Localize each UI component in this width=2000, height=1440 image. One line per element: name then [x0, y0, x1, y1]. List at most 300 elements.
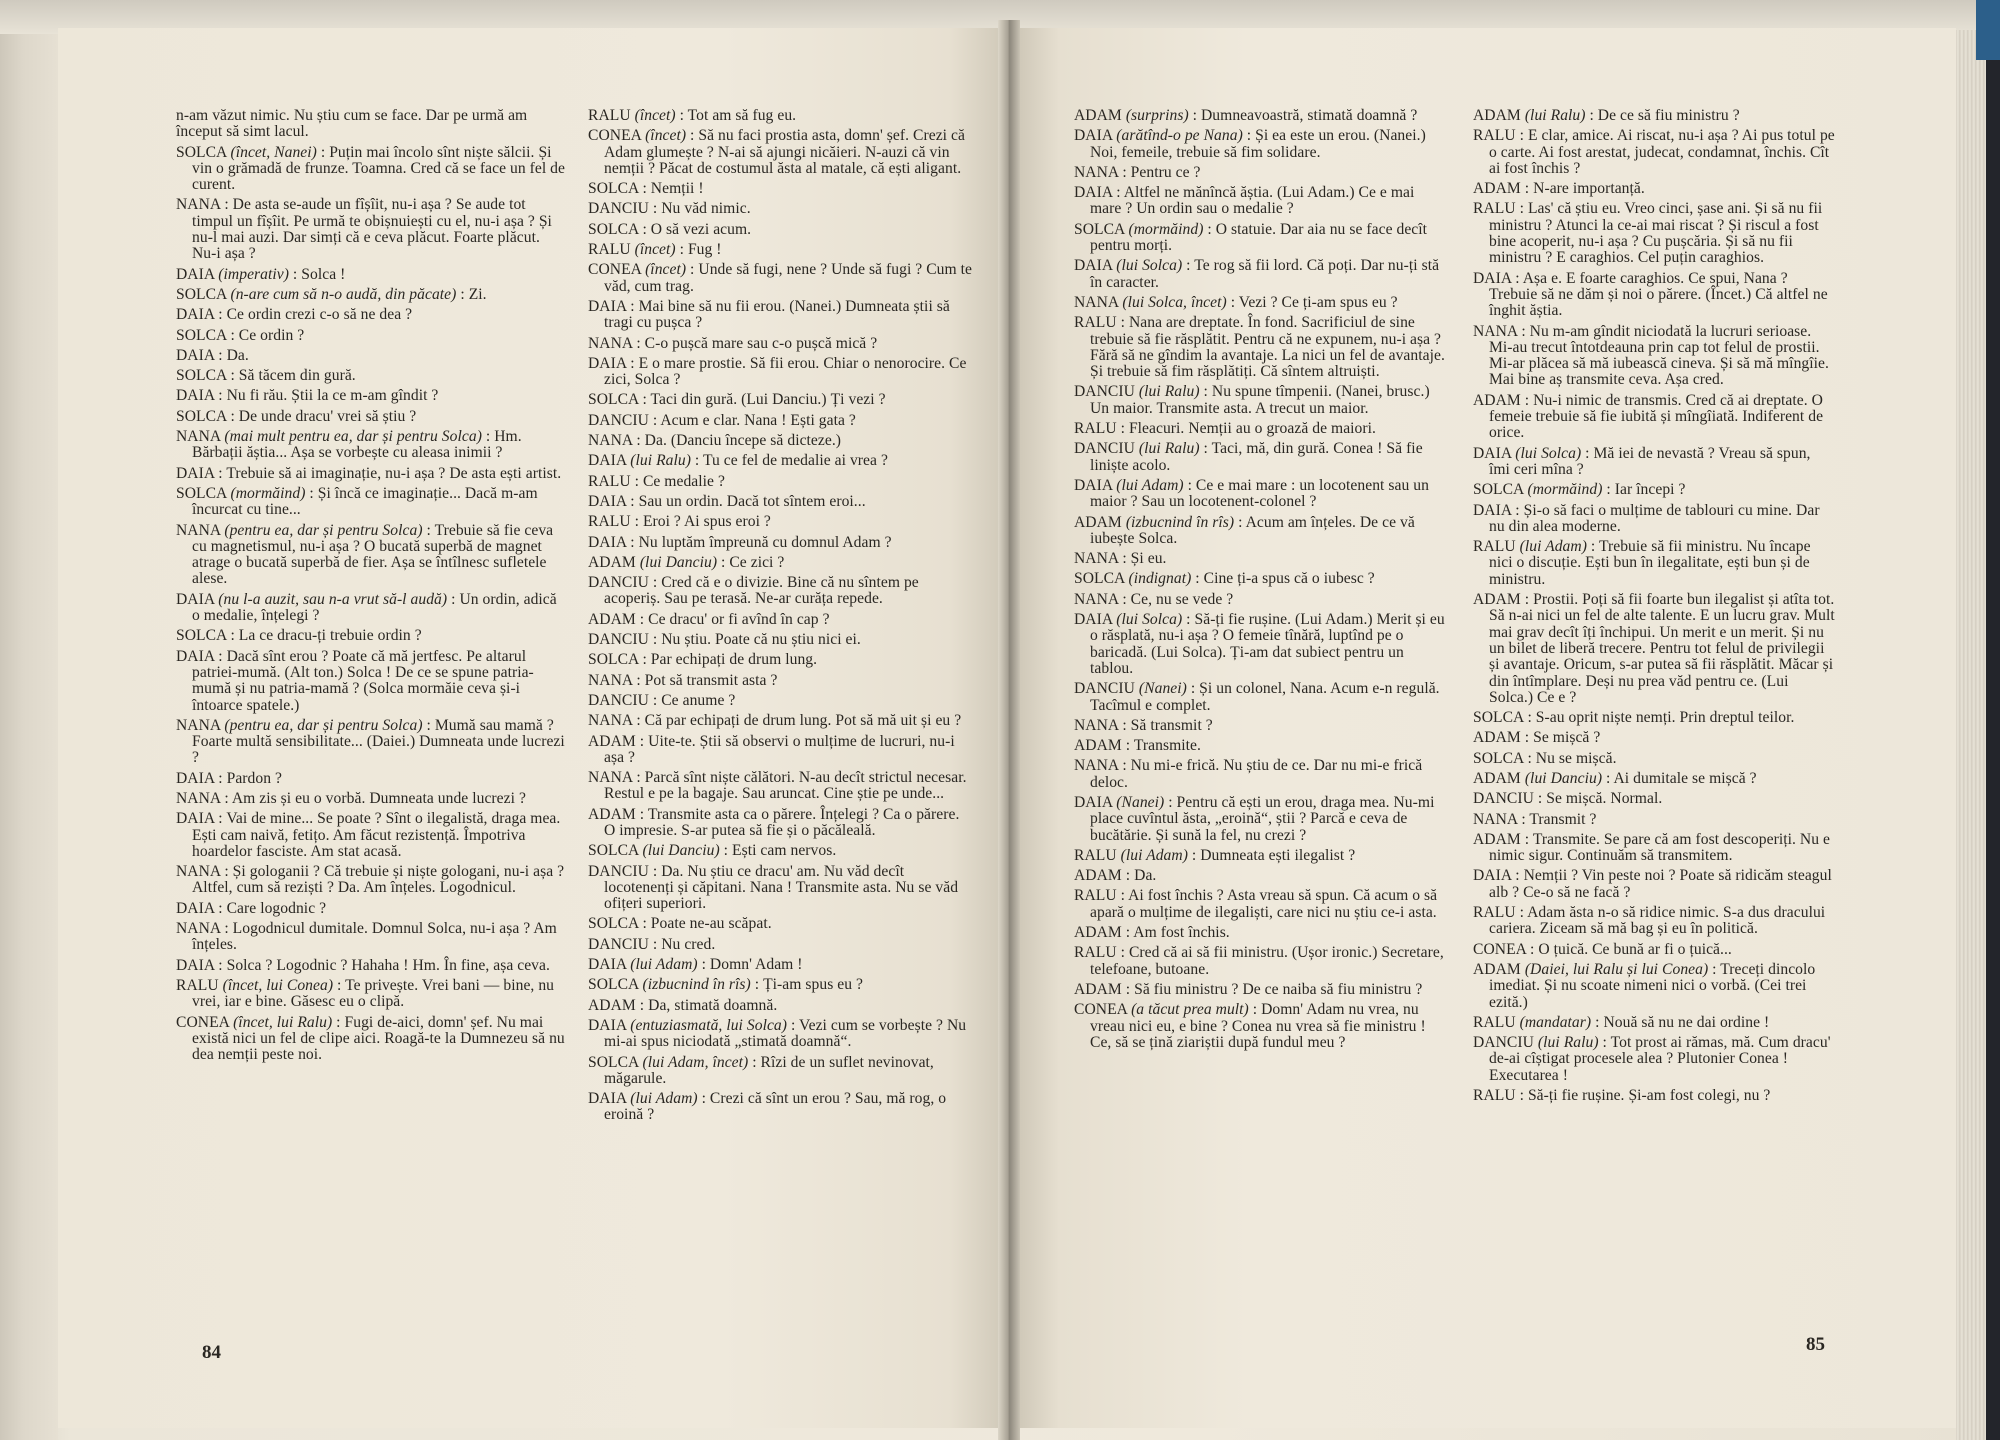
speaker-name: NANA — [1074, 163, 1119, 181]
dialogue-line: CONEA (încet, lui Ralu) : Fugi de-aici, domn' șef. Nu mai există nici un fel de clipe aici. Roagă-te la Dumnezeu să nu dea nemții peste noi. — [176, 1013, 565, 1064]
speaker-name: DANCIU — [588, 691, 649, 709]
speaker-name: RALU — [1473, 127, 1516, 145]
line-text: Ce medalie ? — [642, 472, 725, 490]
dialogue-line: SOLCA : Nemții ! — [588, 180, 704, 198]
speaker-name: DAIA — [176, 265, 215, 283]
line-text: Crezi că sînt un erou ? Sau, mă rog, o eroină ? — [604, 1090, 947, 1124]
dialogue-line: DANCIU : Da. Nu știu ce dracu' am. Nu văd decît locotenenți și căpitani. Nana ! Transmite asta. Nu se văd ofițeri superiori. — [588, 862, 959, 913]
dialogue-line: DAIA : Așa e. E foarte caraghios. Ce spui, Nana ? Trebuie să ne dăm și noi o părere. (Încet.) Că altfel ne înghit ăștia. — [1473, 269, 1828, 320]
line-text: De unde dracu' vrei să știu ? — [238, 407, 417, 425]
line-text: Nu-i nimic de transmis. Cred că ai dreptate. O femeie trebuie să fie iubită și mîngîiată. Indiferent de orice. — [1489, 391, 1824, 442]
line-text: Adam ăsta n-o să ridice nimic. S-a dus dracului cariera. Ziceam să mă bag și eu în politică. — [1489, 904, 1826, 938]
dialogue-line: NANA : Că par echipați de drum lung. Pot să mă uit și eu ? — [588, 712, 962, 730]
stage-direction: (lui Ralu) — [1537, 1034, 1599, 1052]
stage-direction: (încet) — [634, 241, 676, 259]
line-text: Tu ce fel de medalie ai vrea ? — [702, 452, 888, 470]
dialogue-line: NANA : Transmit ? — [1473, 810, 1597, 828]
line-text: Puțin mai încolo sînt niște sălcii. Și vin o grămadă de frunze. Toamna. Cred că se face un fel de curent. — [192, 143, 565, 194]
line-text: De ce să fiu ministru ? — [1597, 107, 1740, 124]
line-text: Nana are dreptate. În fond. Sacrificiul de sine trebuie să fie răsplătit. Pentru că ne expunem, nu-i așa ? Fără să ne gîndim la avantaje. La nici un fel de avantaje. Și trebuie să fim răsplătiți. Că sîntem altruiști. — [1090, 314, 1445, 381]
line-text: Transmite. — [1133, 737, 1201, 755]
speaker-name: RALU — [176, 976, 219, 994]
speaker-name: NANA — [1074, 757, 1119, 775]
speaker-name: ADAM — [1074, 107, 1122, 124]
dialogue-line: SOLCA : Nu se mișcă. — [1473, 749, 1617, 767]
speaker-name: ADAM — [588, 996, 636, 1014]
line-text: Pot să transmit asta ? — [644, 671, 778, 689]
line-text: Prostii. Poți să fii foarte bun ilegalist și atîta tot. Să n-ai nici un fel de alte talente. E un lucru grav. Mult mai grav decît îți închipui. Un merit e un merit. Și nu un bilet de liberă trecere. Pentru tot felul de privilegii și avantaje. Oricum, s-ar putea să fii răsplătit. Măcar și din întîmplare. Deși nu prea văd pentru ce. (Lui Solca.) Ce e ? — [1489, 591, 1835, 706]
dialogue-line: RALU (lui Adam) : Trebuie să fii ministru. Nu încape nici o discuție. Ești bun în ilegalitate, ești bun și de ministru. — [1473, 538, 1811, 588]
line-text: Logodnicul dumitale. Domnul Solca, nu-i așa ? Am înțeles. — [192, 920, 557, 954]
line-text: Nu se mișcă. — [1535, 749, 1617, 767]
line-text: Să tăcem din gură. — [238, 367, 356, 385]
dialogue-line: NANA : Pot să transmit asta ? — [588, 671, 778, 689]
line-text: Nu văd nimic. — [661, 200, 751, 218]
dialogue-line: ADAM (surprins) : Dumneavoastră, stimată doamnă ? — [1074, 107, 1418, 124]
speaker-name: DAIA — [1473, 501, 1512, 519]
line-text: Mă iei de nevastă ? Vreau să spun, îmi ceri mîna ? — [1489, 444, 1811, 478]
background-edge — [1986, 0, 2000, 1440]
dialogue-line: DANCIU : Ce anume ? — [588, 691, 736, 709]
speaker-name: SOLCA — [1074, 570, 1125, 588]
speaker-name: DANCIU — [588, 200, 649, 218]
line-text: La ce dracu-ți trebuie ordin ? — [238, 627, 422, 645]
dialogue-line: NANA : Și eu. — [1074, 550, 1167, 568]
dialogue-line: SOLCA (mormăind) : O statuie. Dar aia nu se face decît pentru morți. — [1074, 220, 1428, 255]
dialogue-line: DANCIU : Nu văd nimic. — [588, 200, 751, 218]
dialogue-line: SOLCA (încet, Nanei) : Puțin mai încolo sînt niște sălcii. Și vin o grămadă de frunze. Toamna. Cred că se face un fel de curent. — [176, 143, 565, 194]
dialogue-line: NANA : C-o pușcă mare sau c-o pușcă mică ? — [588, 334, 878, 352]
text-column-4 — [1473, 108, 1835, 1108]
dialogue-line: DAIA (lui Solca) : Să-ți fie rușine. (Lui Adam.) Merit și eu o răsplată, nu-i așa ? O femeie tînără, luptînd pe o baricadă. (Lui Solca). Ți-am dat subiect pentru un tablou. — [1074, 611, 1445, 677]
dialogue-line: DAIA (entuziasmată, lui Solca) : Vezi cum se vorbește ? Nu mi-ai spus niciodată „stimată doamnă“. — [588, 1016, 967, 1051]
speaker-name: SOLCA — [176, 285, 227, 303]
dialogue-line: DAIA : Solca ? Logodnic ? Hahaha ! Hm. În fine, așa ceva. — [176, 956, 550, 974]
line-text: Nemții ! — [650, 180, 704, 198]
stage-direction: (pentru ea, dar și pentru Solca) — [224, 716, 423, 734]
speaker-name: DAIA — [588, 492, 627, 510]
line-text: Nu luptăm împreună cu domnul Adam ? — [638, 533, 892, 551]
dialogue-line: RALU (lui Adam) : Dumneata ești ilegalist ? — [1074, 846, 1356, 864]
dialogue-line: DAIA : E o mare prostie. Să fii erou. Chiar o nenorocire. Ce zici, Solca ? — [588, 354, 967, 389]
line-text: Zi. — [468, 285, 487, 303]
line-text: Dumneata ești ilegalist ? — [1200, 846, 1356, 864]
dialogue-line: DAIA : Care logodnic ? — [176, 899, 327, 917]
line-text: Da. — [226, 346, 249, 364]
line-text: Un ordin, adică o medalie, înțelegi ? — [192, 590, 557, 625]
stage-direction: (mai mult pentru ea, dar și pentru Solca) — [224, 428, 482, 446]
speaker-name: RALU — [588, 107, 631, 124]
dialogue-line: ADAM : Transmite. Se pare că am fost descoperiți. Nu e nimic sigur. Continuăm să transmitem. — [1473, 830, 1830, 865]
line-text: C-o pușcă mare sau c-o pușcă mică ? — [644, 334, 878, 352]
stage-direction: (lui Adam, încet) — [642, 1053, 749, 1071]
page-number-left: 84 — [202, 1342, 221, 1363]
dialogue-line: DANCIU : Se mișcă. Normal. — [1473, 790, 1663, 808]
speaker-name: DAIA — [1473, 867, 1512, 885]
stage-direction: (încet, lui Conea) — [222, 976, 334, 994]
stage-direction: (mandatar) — [1519, 1013, 1592, 1031]
line-text: Ești cam nervos. — [732, 842, 837, 860]
line-text: Cred că ai să fii ministru. (Ușor ironic.) Secretare, telefoane, butoane. — [1090, 944, 1444, 978]
dialogue-line: NANA (pentru ea, dar și pentru Solca) : Mumă sau mamă ? Foarte multă sensibilitate... (Daiei.) Dumneata unde lucrezi ? — [176, 716, 565, 767]
line-text: Pentru că ești un erou, draga mea. Nu-mi place cuvîntul ăsta, „eroină“, știi ? Parcă e ceva de bucătărie. Și sună la fel, nu crezi ? — [1090, 793, 1435, 844]
dialogue-line: NANA : Și gologanii ? Că trebuie și niște gologani, nu-i așa ? Altfel, cum să reziști ? Da. Am înțeles. Logodnicul. — [176, 863, 565, 897]
speaker-name: SOLCA — [1473, 749, 1524, 767]
line-text: Am zis și eu o vorbă. Dumneata unde lucrezi ? — [231, 789, 526, 807]
speaker-name: ADAM — [1074, 924, 1122, 942]
speaker-name: NANA — [588, 334, 633, 352]
line-text: Solca ! — [301, 265, 346, 283]
dialogue-line: DAIA : Vai de mine... Se poate ? Sînt o ilegalistă, draga mea. Ești cam naivă, fetițo. Am făcut rezistență. Împotriva hoardelor fasciste. Am stat acasă. — [176, 810, 561, 860]
speaker-name: DAIA — [1473, 444, 1512, 462]
dialogue-line: ADAM : Ce dracu' or fi avînd în cap ? — [588, 610, 830, 628]
line-text: Și ea este un erou. (Nanei.) Noi, femeile, trebuie să fim solidare. — [1090, 127, 1426, 161]
speaker-name: SOLCA — [176, 407, 227, 425]
dialogue-line: RALU (încet) : Tot am să fug eu. — [588, 107, 797, 124]
line-text: n-am văzut nimic. Nu știu cum se face. Dar pe urmă am început să simt lacul. — [176, 107, 528, 141]
speaker-name: DANCIU — [1473, 790, 1534, 808]
speaker-name: ADAM — [1473, 591, 1521, 609]
line-text: Se mișcă ? — [1533, 729, 1601, 747]
speaker-name: ADAM — [1473, 180, 1521, 198]
line-text: Ți-am spus eu ? — [763, 976, 863, 994]
line-text: Eroi ? Ai spus eroi ? — [642, 513, 771, 531]
line-text: Dacă sînt erou ? Poate că mă jertfesc. Pe altarul patriei-mumă. (Alt ton.) Solca ! De ce se spune patria-mumă și nu patria-mamă ? (Solca mormăie ceva și-i întoarce spatele.) — [192, 647, 534, 714]
speaker-name: NANA — [1074, 590, 1119, 608]
speaker-name: NANA — [1473, 322, 1518, 340]
line-text: Da, stimată doamnă. — [648, 996, 778, 1014]
speaker-name: ADAM — [1074, 513, 1122, 531]
dialogue-line: DAIA : Da. — [176, 346, 249, 364]
dialogue-line: ADAM (izbucnind în rîs) : Acum am înțeles. De ce vă iubește Solca. — [1074, 513, 1415, 547]
speaker-name: SOLCA — [588, 220, 639, 238]
line-text: Da. Nu știu ce dracu' am. Nu văd decît locotenenți și căpitani. Nana ! Transmite asta. Nu se văd ofițeri superiori. — [604, 862, 959, 913]
speaker-name: ADAM — [1074, 867, 1122, 885]
line-text: Taci din gură. (Lui Danciu.) Ți vezi ? — [650, 391, 886, 409]
dialogue-line: SOLCA (mormăind) : Și încă ce imaginație... Dacă m-am încurcat cu tine... — [176, 484, 538, 519]
line-text: Transmite asta ca o părere. Înțelegi ? Ca o părere. O impresie. S-ar putea să fie și o păcăleală. — [604, 805, 960, 839]
dialogue-line: SOLCA : Să tăcem din gură. — [176, 367, 356, 385]
dialogue-line: DAIA (lui Adam) : Crezi că sînt un erou ? Sau, mă rog, o eroină ? — [588, 1090, 947, 1124]
dialogue-line: DANCIU (Nanei) : Și un colonel, Nana. Acum e-n regulă. Tacîmul e complet. — [1074, 680, 1440, 714]
speaker-name: CONEA — [588, 127, 642, 145]
dialogue-line: NANA : Nu mi-e frică. Nu știu de ce. Dar nu mi-e frică deloc. — [1074, 757, 1423, 791]
line-text: E clar, amice. Ai riscat, nu-i așa ? Ai pus totul pe o carte. Ai fost arestat, judecat, condamnat, închis. Cît ai fost închis ? — [1489, 127, 1835, 177]
speaker-name: SOLCA — [176, 627, 227, 645]
dialogue-line: SOLCA : De unde dracu' vrei să știu ? — [176, 407, 417, 425]
line-text: Pardon ? — [226, 769, 283, 787]
line-text: Să-ți fie rușine. (Lui Adam.) Merit și eu o răsplată, nu-i așa ? O femeie tînără, luptînd pe o baricadă. (Lui Solca). Ți-am dat subiect pentru un tablou. — [1090, 611, 1445, 677]
dialogue-line: NANA : Logodnicul dumitale. Domnul Solca, nu-i așa ? Am înțeles. — [176, 920, 557, 954]
stage-direction: (pentru ea, dar și pentru Solca) — [224, 521, 423, 539]
dialogue-line: NANA (lui Solca, încet) : Vezi ? Ce ți-am spus eu ? — [1074, 293, 1398, 311]
speaker-name: CONEA — [1473, 940, 1527, 958]
dialogue-line: NANA : Pentru ce ? — [1074, 163, 1201, 181]
stage-direction: (mormăind) — [1527, 481, 1603, 499]
line-text: Fug ! — [687, 241, 722, 259]
speaker-name: SOLCA — [176, 484, 227, 502]
line-text: Ai dumitale se mișcă ? — [1613, 769, 1757, 787]
line-text: Da. — [1134, 867, 1157, 885]
speaker-name: DAIA — [176, 306, 215, 324]
line-text: Treceți dincolo imediat. Și nu scoate nimeni nici o vorbă. (Cei trei ezită.) — [1489, 960, 1816, 1011]
dialogue-line: ADAM : Să fiu ministru ? De ce naiba să fiu ministru ? — [1074, 980, 1423, 998]
dialogue-line: SOLCA (izbucnind în rîs) : Ți-am spus eu ? — [588, 976, 863, 994]
dialogue-line: DAIA : Nu luptăm împreună cu domnul Adam ? — [588, 533, 892, 551]
line-text: Nemții ? Vin peste noi ? Poate să ridicăm steagul alb ? Ce-o să ne facă ? — [1489, 867, 1832, 901]
stage-direction: (încet) — [634, 107, 676, 124]
speaker-name: DAIA — [1074, 476, 1113, 494]
stage-direction: (lui Solca) — [1116, 257, 1183, 275]
speaker-name: NANA — [176, 863, 221, 881]
line-text: N-are importanță. — [1533, 180, 1645, 198]
stage-direction: (izbucnind în rîs) — [1125, 513, 1235, 531]
line-text: Și-o să faci o mulțime de tablouri cu mine. Dar nu din alea moderne. — [1489, 501, 1820, 535]
line-text: Ce ordin ? — [238, 326, 305, 344]
speaker-name: DAIA — [176, 590, 215, 608]
line-text: Trebuie să ai imaginație, nu-i așa ? De asta ești artist. — [226, 464, 562, 482]
stage-direction: (încet, Nanei) — [230, 143, 317, 161]
dialogue-line: DAIA (nu l-a auzit, sau n-a vrut să-l audă) : Un ordin, adică o medalie, înțelegi ? — [176, 590, 557, 625]
dialogue-line: SOLCA : Par echipați de drum lung. — [588, 651, 818, 669]
line-text: Mumă sau mamă ? Foarte multă sensibilitate... (Daiei.) Dumneata unde lucrezi ? — [192, 716, 565, 767]
speaker-name: DANCIU — [1074, 680, 1135, 698]
speaker-name: NANA — [1473, 810, 1518, 828]
dialogue-line: ADAM : N-are importanță. — [1473, 180, 1645, 198]
speaker-name: NANA — [1074, 716, 1119, 734]
line-text: Acum am înțeles. De ce vă iubește Solca. — [1090, 513, 1415, 547]
speaker-name: NANA — [588, 671, 633, 689]
speaker-name: CONEA — [1074, 1001, 1128, 1019]
dialogue-line: NANA (mai mult pentru ea, dar și pentru Solca) : Hm. Bărbații ăștia... Așa se vorbește cu aleasa inimii ? — [176, 428, 522, 462]
line-text: De asta se-aude un fîșîit, nu-i așa ? Se aude tot timpul un fîșîit. Pe urmă te obișnuiești cu el, nu-i așa ? Și nu-l mai auzi. Dar simți că e ceva plăcut. Foarte plăcut. Nu-i așa ? — [192, 196, 552, 263]
speaker-name: ADAM — [1473, 107, 1521, 124]
speaker-name: DAIA — [176, 810, 215, 828]
dialogue-line: RALU : Nana are dreptate. În fond. Sacrificiul de sine trebuie să fie răsplătit. Pentru că ne expunem, nu-i așa ? Fără să ne gîndim la avantaje. La nici un fel de avantaje. Și trebuie să fim răsplătiți. Că sîntem altruiști. — [1074, 314, 1445, 381]
line-text: Trebuie să fii ministru. Nu încape nici o discuție. Ești bun în ilegalitate, ești bun și de ministru. — [1489, 538, 1811, 588]
speaker-name: RALU — [1074, 846, 1117, 864]
speaker-name: DANCIU — [1473, 1034, 1534, 1052]
speaker-name: NANA — [588, 432, 633, 450]
dialogue-line: DANCIU : Acum e clar. Nana ! Ești gata ? — [588, 411, 856, 429]
line-text: Nu spune tîmpenii. (Nanei, brusc.) Un maior. Transmite asta. A trecut un maior. — [1090, 383, 1430, 417]
stage-direction: (surprins) — [1125, 107, 1189, 124]
dialogue-line: RALU : Las' că știu eu. Vreo cinci, șase ani. Și să nu fii ministru ? Atunci la ce-ai mai riscat ? Și riscul a fost bine acoperit, nu-i așa ? Cu pușcăria. Și să nu fii ministru ? E caraghios. Cel puțin caraghios. — [1473, 200, 1823, 267]
line-text: Solca ? Logodnic ? Hahaha ! Hm. În fine, așa ceva. — [226, 956, 550, 974]
line-text: Sau un ordin. Dacă tot sîntem eroi... — [638, 492, 866, 510]
dialogue-line: DAIA : Nu fi rău. Știi la ce m-am gîndit ? — [176, 387, 439, 405]
dialogue-line: DAIA : Nemții ? Vin peste noi ? Poate să ridicăm steagul alb ? Ce-o să ne facă ? — [1473, 867, 1832, 901]
line-text: Ce ordin crezi c-o să ne dea ? — [226, 306, 413, 324]
dialogue-line: ADAM (lui Danciu) : Ce zici ? — [588, 553, 785, 571]
line-text: Ce e mai mare : un locotenent sau un maior ? Sau un locotenent-colonel ? — [1090, 476, 1429, 511]
dialogue-line: ADAM : Da, stimată doamnă. — [588, 996, 778, 1014]
stage-direction: (lui Adam) — [1519, 538, 1587, 556]
line-text: O țuică. Ce bună ar fi o țuică... — [1538, 940, 1732, 958]
speaker-name: NANA — [176, 196, 221, 214]
line-text: Și un colonel, Nana. Acum e-n regulă. Tacîmul e complet. — [1090, 680, 1440, 714]
line-text: Domn' Adam nu vrea, nu vreau nici eu, e bine ? Conea nu vrea să fie ministru ! Ce, să se țină ziariștii după fundul meu ? — [1090, 1001, 1426, 1051]
speaker-name: SOLCA — [1473, 709, 1524, 727]
line-text: O să vezi acum. — [650, 220, 752, 238]
speaker-name: DAIA — [176, 387, 215, 405]
speaker-name: SOLCA — [176, 367, 227, 385]
stage-direction: (indignat) — [1128, 570, 1192, 588]
line-text: Cred că e o divizie. Bine că nu sîntem pe acoperiș. Sau pe terasă. Ne-ar curăța repede. — [604, 574, 919, 608]
speaker-name: NANA — [588, 769, 633, 787]
line-text: Ce dracu' or fi avînd în cap ? — [648, 610, 830, 628]
line-text: Să-ți fie rușine. Și-am fost colegi, nu ? — [1527, 1087, 1771, 1105]
speaker-name: DANCIU — [588, 411, 649, 429]
text-column-2 — [588, 108, 973, 1128]
dialogue-line: RALU (încet) : Fug ! — [588, 241, 722, 259]
dialogue-line: RALU : Eroi ? Ai spus eroi ? — [588, 513, 771, 531]
stage-direction: (lui Ralu) — [1138, 440, 1200, 458]
line-text: Ce anume ? — [661, 691, 736, 709]
speaker-name: DAIA — [1074, 127, 1113, 145]
stage-direction: (n-are cum să n-o audă, din păcate) — [230, 285, 457, 303]
speaker-name: DAIA — [588, 956, 627, 974]
dialogue-line: SOLCA : La ce dracu-ți trebuie ordin ? — [176, 627, 422, 645]
stage-direction: (mormăind) — [1128, 220, 1204, 238]
line-text: Transmit ? — [1529, 810, 1597, 828]
line-text: Poate ne-au scăpat. — [650, 915, 772, 933]
line-text: Parcă sînt niște călători. N-au decît strictul necesar. Restul e pe la bagaje. Sau aruncat. Cine știe pe unde... — [604, 769, 967, 803]
dialogue-line: DAIA : Mai bine să nu fii erou. (Nanei.) Dumneata știi să tragi cu pușca ? — [588, 297, 950, 332]
dialogue-line: ADAM (lui Ralu) : De ce să fiu ministru ? — [1473, 107, 1740, 124]
dialogue-line: ADAM : Prostii. Poți să fii foarte bun ilegalist și atîta tot. Să n-ai nici un fel de alte talente. E un lucru grav. Mult mai grav decît îți închipui. Un merit e un merit. Și nu un bilet de liberă trecere. Pentru tot felul de privilegii și avantaje. Oricum, s-ar putea să fii răsplătit. Măcar și din întîmplare. Deși nu prea văd pentru ce. (Lui Solca.) Ce e ? — [1473, 591, 1835, 706]
dialogue-line: NANA (pentru ea, dar și pentru Solca) : Trebuie să fie ceva cu magnetismul, nu-i așa ? O bucată superbă de magnet atrage o bucată superbă de fier. Așa se întîlnesc sufletele alese. — [176, 521, 554, 588]
line-text: Dumneavoastră, stimată doamnă ? — [1200, 107, 1418, 124]
speaker-name: RALU — [588, 472, 631, 490]
line-text: Iar începi ? — [1614, 481, 1686, 499]
dialogue-line: ADAM (Daiei, lui Ralu și lui Conea) : Treceți dincolo imediat. Și nu scoate nimeni nici o vorbă. (Cei trei ezită.) — [1473, 960, 1816, 1011]
line-text: Nu cred. — [661, 935, 716, 953]
stage-direction: (lui Adam) — [1120, 846, 1188, 864]
dialogue-line: RALU : Adam ăsta n-o să ridice nimic. S-a dus dracului cariera. Ziceam să mă bag și eu în politică. — [1473, 904, 1826, 938]
dialogue-line: DAIA : Trebuie să ai imaginație, nu-i așa ? De asta ești artist. — [176, 464, 562, 482]
line-text: Am fost închis. — [1133, 924, 1230, 942]
line-text: Și încă ce imaginație... Dacă m-am încurcat cu tine... — [192, 484, 538, 519]
speaker-name: DAIA — [588, 1090, 627, 1108]
dialogue-line: DAIA : Și-o să faci o mulțime de tablouri cu mine. Dar nu din alea moderne. — [1473, 501, 1820, 535]
dialogue-line: CONEA (încet) : Unde să fugi, nene ? Unde să fugi ? Cum te văd, cum trag. — [588, 261, 973, 295]
dialogue-line: ADAM : Uite-te. Știi să observi o mulțime de lucruri, nu-i așa ? — [588, 732, 955, 766]
dialogue-line: DAIA : Ce ordin crezi c-o să ne dea ? — [176, 306, 413, 324]
speaker-name: RALU — [1074, 314, 1117, 332]
dialogue-line: SOLCA (lui Adam, încet) : Rîzi de un suflet nevinovat, măgarule. — [588, 1053, 934, 1087]
speaker-name: DAIA — [588, 297, 627, 315]
line-text: Te privește. Vrei bani — bine, nu vrei, iar e bine. Găsesc eu o clipă. — [192, 976, 555, 1011]
stage-direction: (lui Ralu) — [1138, 383, 1200, 401]
line-text: Par echipați de drum lung. — [650, 651, 818, 669]
dialogue-line: DAIA : Sau un ordin. Dacă tot sîntem eroi... — [588, 492, 866, 510]
dialogue-line: ADAM (lui Danciu) : Ai dumitale se mișcă ? — [1473, 769, 1757, 787]
line-text: Tot prost ai rămas, mă. Cum dracu' de-ai cîștigat procesele alea ? Plutonier Conea ! Executarea ! — [1489, 1034, 1831, 1084]
line-text: Domn' Adam ! — [709, 956, 803, 974]
dialogue-line: ADAM : Se mișcă ? — [1473, 729, 1601, 747]
line-text: Da. (Danciu începe să dicteze.) — [644, 432, 842, 450]
speaker-name: SOLCA — [588, 391, 639, 409]
speaker-name: ADAM — [588, 732, 636, 750]
line-text: Nu m-am gîndit niciodată la lucruri serioase. Mi-au trecut întotdeauna prin cap tot felul de prostii. Mi-ar plăcea să mă iubească cineva. Și să mă mîngîie. Mai bine aș transmite ceva. Așa cred. — [1489, 322, 1829, 389]
line-text: Să nu faci prostia asta, domn' șef. Crezi că Adam glumește ? N-ai să ajungi nicăieri. N-auzi că vin nemții ? Păcat de costumul ăsta al matale, că ești aligant. — [604, 127, 965, 177]
speaker-name: SOLCA — [176, 143, 227, 161]
line-text: Hm. Bărbații ăștia... Așa se vorbește cu aleasa inimii ? — [192, 428, 522, 462]
stage-direction: (arătînd-o pe Nana) — [1116, 127, 1243, 145]
dialogue-line: SOLCA (n-are cum să n-o audă, din păcate) : Zi. — [176, 285, 487, 303]
dialogue-line: RALU : E clar, amice. Ai riscat, nu-i așa ? Ai pus totul pe o carte. Ai fost arestat, judecat, condamnat, închis. Cît ai fost închis ? — [1473, 127, 1835, 177]
stage-direction: (lui Adam) — [630, 956, 698, 974]
speaker-name: SOLCA — [588, 1053, 639, 1071]
page-number-right: 85 — [1806, 1334, 1825, 1355]
line-text: Nu știu. Poate că nu știu nici ei. — [661, 631, 861, 649]
stage-direction: (încet) — [645, 261, 687, 279]
dialogue-line: SOLCA (lui Danciu) : Ești cam nervos. — [588, 842, 837, 860]
line-text: Taci, mă, din gură. Conea ! Să fie liniște acolo. — [1090, 440, 1423, 474]
dialogue-line: NANA : De asta se-aude un fîșîit, nu-i așa ? Se aude tot timpul un fîșîit. Pe urmă te obișnuiești cu el, nu-i așa ? Și nu-l mai auzi. Dar simți că e ceva plăcut. Foarte plăcut. Nu-i așa ? — [176, 196, 552, 263]
line-text: Acum e clar. Nana ! Ești gata ? — [660, 411, 856, 429]
line-text: Te rog să fii lord. Că poți. Dar nu-ți stă în caracter. — [1090, 257, 1440, 291]
dialogue-line: DANCIU : Nu cred. — [588, 935, 716, 953]
line-text: Ce, nu se vede ? — [1130, 590, 1234, 608]
stage-direction: (încet) — [645, 127, 687, 145]
speaker-name: ADAM — [588, 553, 636, 571]
speaker-name: DAIA — [176, 769, 215, 787]
speaker-name: DANCIU — [1074, 383, 1135, 401]
dialogue-line: DAIA (arătînd-o pe Nana) : Și ea este un erou. (Nanei.) Noi, femeile, trebuie să fim solidare. — [1074, 127, 1426, 161]
speaker-name: ADAM — [1473, 729, 1521, 747]
speaker-name: DAIA — [588, 1016, 627, 1034]
stage-direction: (imperativ) — [218, 265, 289, 283]
line-text: S-au oprit niște nemți. Prin dreptul teilor. — [1535, 709, 1795, 727]
line-text: Nu fi rău. Știi la ce m-am gîndit ? — [226, 387, 439, 405]
dialogue-line: ADAM : Da. — [1074, 867, 1157, 885]
stage-direction: (lui Solca, încet) — [1122, 293, 1227, 311]
speaker-name: ADAM — [588, 610, 636, 628]
line-text: Vezi cum se vorbește ? Nu mi-ai spus niciodată „stimată doamnă“. — [604, 1016, 967, 1051]
line-text: Vai de mine... Se poate ? Sînt o ilegalistă, draga mea. Ești cam naivă, fetițo. Am făcut rezistență. Împotriva hoardelor fasciste. Am stat acasă. — [192, 810, 561, 860]
speaker-name: SOLCA — [588, 842, 639, 860]
dialogue-line: ADAM : Nu-i nimic de transmis. Cred că ai dreptate. O femeie trebuie să fie iubită și mîngîiată. Indiferent de orice. — [1473, 391, 1824, 442]
stage-direction: (lui Adam) — [630, 1090, 698, 1108]
speaker-name: ADAM — [588, 805, 636, 823]
speaker-name: DAIA — [176, 956, 215, 974]
line-text: Fugi de-aici, domn' șef. Nu mai există nici un fel de clipe aici. Roagă-te la Dumnezeu să nu dea nemții peste noi. — [192, 1013, 565, 1064]
speaker-name: SOLCA — [588, 976, 639, 994]
dialogue-line: DAIA (lui Solca) : Te rog să fii lord. Că poți. Dar nu-ți stă în caracter. — [1074, 257, 1440, 291]
dialogue-line: DANCIU (lui Ralu) : Taci, mă, din gură. Conea ! Să fie liniște acolo. — [1074, 440, 1423, 474]
book-gutter — [998, 20, 1020, 1440]
speaker-name: DANCIU — [588, 631, 649, 649]
dialogue-line: DAIA (lui Adam) : Domn' Adam ! — [588, 956, 803, 974]
line-text: O statuie. Dar aia nu se face decît pentru morți. — [1090, 220, 1428, 255]
line-text: Mai bine să nu fii erou. (Nanei.) Dumneata știi să tragi cu pușca ? — [604, 297, 950, 332]
speaker-name: ADAM — [1473, 830, 1521, 848]
dialogue-line: RALU : Fleacuri. Nemții au o groază de maiori. — [1074, 420, 1376, 438]
speaker-name: RALU — [1473, 904, 1516, 922]
page-stack-edge — [1956, 30, 1986, 1440]
line-text: Tot am să fug eu. — [687, 107, 797, 124]
text-column-1 — [176, 108, 568, 1067]
line-text: Transmite. Se pare că am fost descoperiți. Nu e nimic sigur. Continuăm să transmitem. — [1489, 830, 1830, 865]
stage-direction: (lui Ralu) — [1524, 107, 1586, 124]
dialogue-line: CONEA (a tăcut prea mult) : Domn' Adam nu vrea, nu vreau nici eu, e bine ? Conea nu vrea să fie ministru ! Ce, să se țină ziariștii după fundul meu ? — [1074, 1001, 1426, 1051]
stage-direction: (Daiei, lui Ralu și lui Conea) — [1524, 960, 1709, 978]
dialogue-line — [176, 108, 568, 141]
line-text: Care logodnic ? — [226, 899, 327, 917]
line-text: Și eu. — [1130, 550, 1167, 568]
